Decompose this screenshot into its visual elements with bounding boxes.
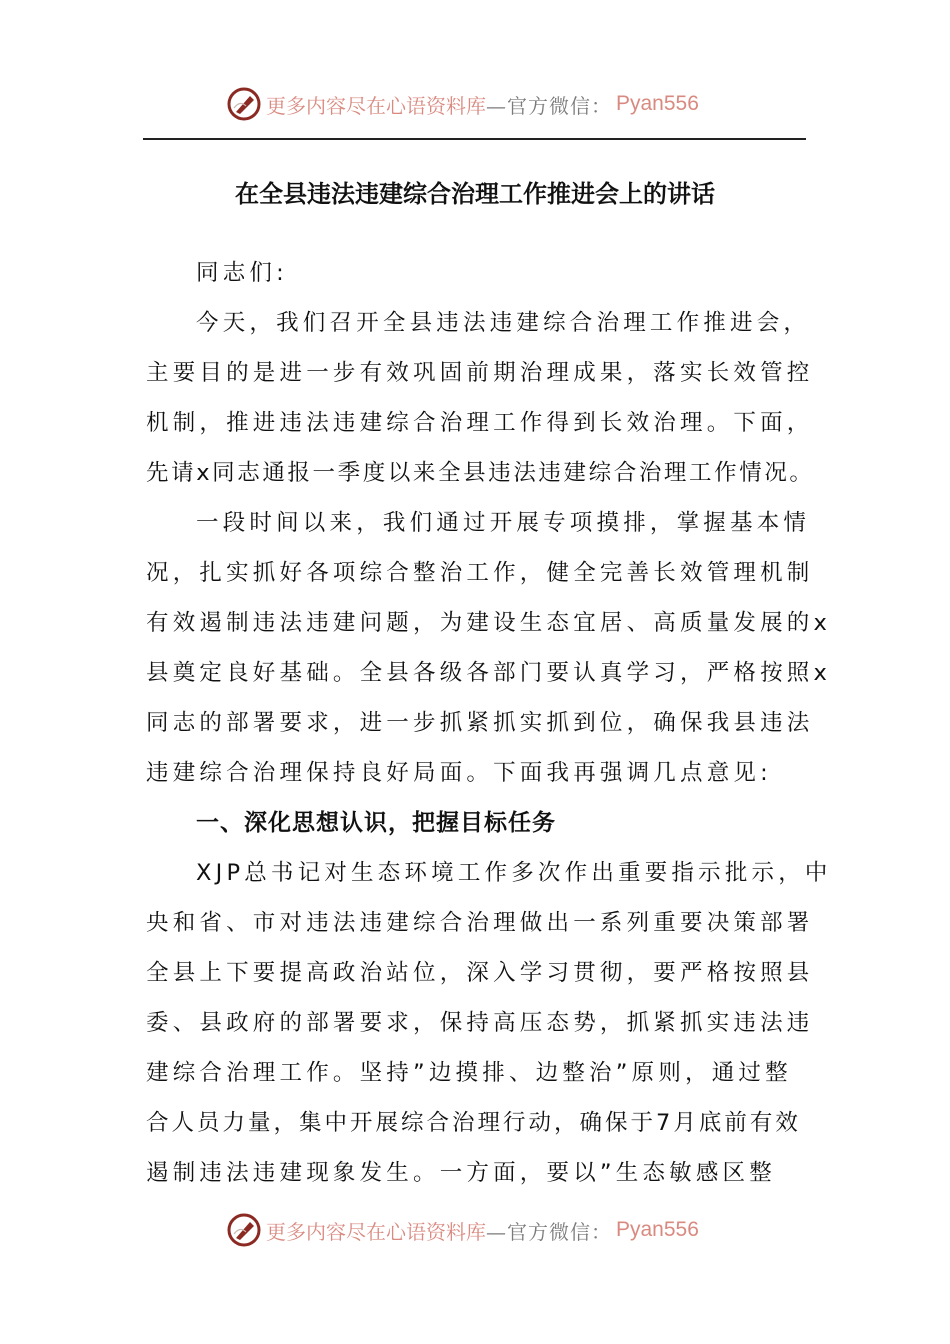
- paragraph-line: 先请x同志通报一季度以来全县违法违建综合治理工作情况。: [146, 460, 815, 486]
- header-divider: [143, 138, 806, 140]
- paragraph-line: 况，扎实抓好各项综合整治工作，健全完善长效管理机制: [146, 560, 814, 586]
- paragraph-line: 违建综合治理保持良好局面。下面我再强调几点意见:: [146, 760, 772, 786]
- paragraph-line: 机制，推进违法违建综合治理工作得到长效治理。下面，: [146, 410, 814, 436]
- pen-logo-icon: [226, 1212, 262, 1248]
- paragraph-line: 全县上下要提高政治站位，深入学习贯彻，要严格按照县: [146, 960, 814, 986]
- paragraph-line: XJP总书记对生态环境工作多次作出重要指示批示，中: [196, 860, 832, 886]
- paragraph-line: 央和省、市对违法违建综合治理做出一系列重要决策部署: [146, 910, 814, 936]
- paragraph-line: 建综合治理工作。坚持”边摸排、边整治”原则，通过整: [146, 1060, 792, 1086]
- salutation: 同志们:: [196, 260, 288, 286]
- paragraph-line: 一段时间以来，我们通过开展专项摸排，掌握基本情: [196, 510, 811, 536]
- pen-logo-icon: [226, 86, 262, 122]
- banner-promo-text: 更多内容尽在心语资料库: [266, 93, 486, 118]
- section-heading: 一、深化思想认识，把握目标任务: [196, 810, 556, 836]
- paragraph-line: 主要目的是进一步有效巩固前期治理成果，落实长效管控: [146, 360, 814, 386]
- paragraph-line: 有效遏制违法违建问题，为建设生态宜居、高质量发展的x: [146, 610, 832, 636]
- paragraph-line: 委、县政府的部署要求，保持高压态势，抓紧抓实违法违: [146, 1010, 814, 1036]
- banner-wechat-id: Pyan556: [616, 92, 699, 115]
- banner-wechat-label: —官方微信：: [486, 1219, 612, 1244]
- banner-promo-text: 更多内容尽在心语资料库: [266, 1219, 486, 1244]
- banner-wechat-id: Pyan556: [616, 1218, 699, 1241]
- document-body: [146, 248, 832, 1198]
- paragraph-line: 合人员力量，集中开展综合治理行动，确保于7月底前有效: [146, 1110, 801, 1136]
- paragraph-line: 今天，我们召开全县违法违建综合治理工作推进会，: [196, 310, 811, 336]
- header-watermark-banner: [226, 84, 699, 124]
- paragraph-line: 同志的部署要求，进一步抓紧抓实抓到位，确保我县违法: [146, 710, 814, 736]
- document-title: 在全县违法违建综合治理工作推进会上的讲话: [235, 179, 715, 208]
- paragraph-line: 县奠定良好基础。全县各级各部门要认真学习，严格按照x: [146, 660, 832, 686]
- paragraph-line: 遏制违法违建现象发生。一方面，要以”生态敏感区整: [146, 1160, 776, 1186]
- footer-watermark-banner: [226, 1210, 699, 1250]
- banner-wechat-label: —官方微信：: [486, 93, 612, 118]
